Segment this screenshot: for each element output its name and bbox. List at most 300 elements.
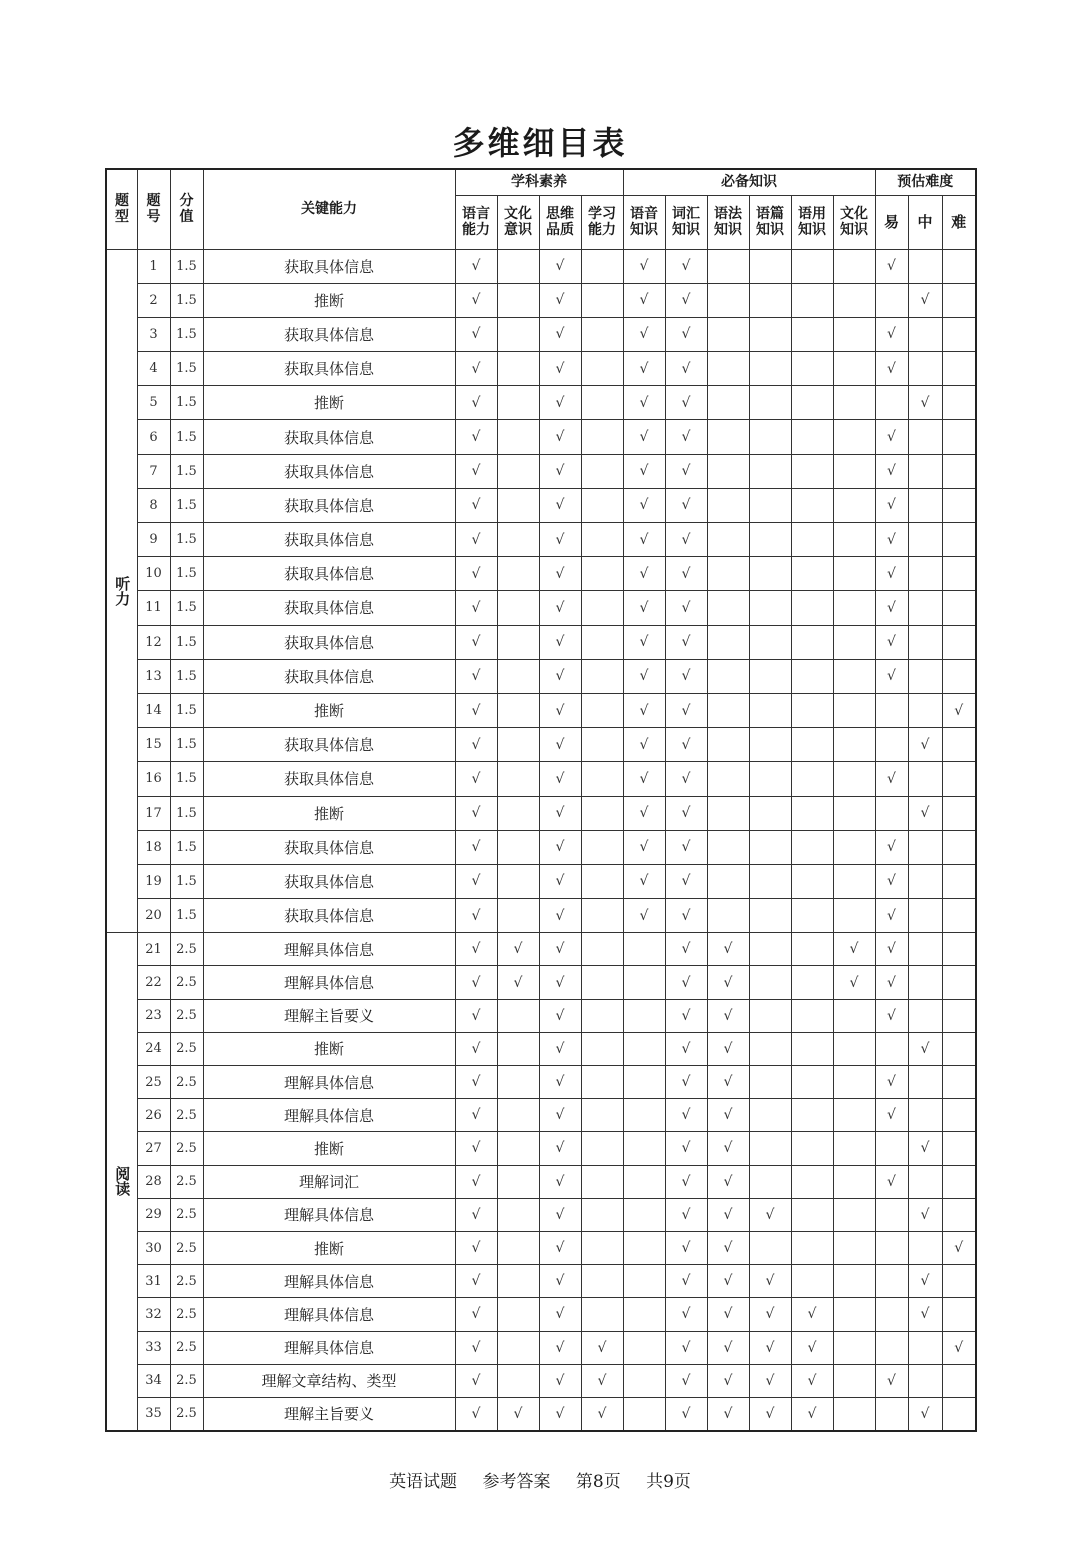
empty-cell <box>942 1298 976 1331</box>
check-mark: √ <box>455 762 497 796</box>
question-ability: 获取具体信息 <box>203 728 455 762</box>
empty-cell <box>581 999 623 1032</box>
question-score: 2.5 <box>170 1265 203 1298</box>
check-mark: √ <box>665 625 707 659</box>
empty-cell <box>749 557 791 591</box>
empty-cell <box>942 659 976 693</box>
empty-cell <box>749 933 791 966</box>
check-mark: √ <box>665 659 707 693</box>
table-row <box>106 317 976 351</box>
empty-cell <box>875 1198 908 1231</box>
empty-cell <box>707 796 749 830</box>
empty-cell <box>791 249 833 283</box>
empty-cell <box>908 1364 942 1397</box>
question-number: 34 <box>137 1364 170 1397</box>
check-mark: √ <box>455 591 497 625</box>
check-mark: √ <box>875 625 908 659</box>
check-mark: √ <box>665 796 707 830</box>
check-mark: √ <box>623 488 665 522</box>
question-ability: 获取具体信息 <box>203 249 455 283</box>
question-number: 5 <box>137 386 170 420</box>
check-mark: √ <box>665 1032 707 1065</box>
empty-cell <box>833 830 875 864</box>
question-score: 1.5 <box>170 352 203 386</box>
empty-cell <box>942 1364 976 1397</box>
table-row <box>106 1198 976 1231</box>
empty-cell <box>908 864 942 898</box>
empty-cell <box>497 386 539 420</box>
question-score: 2.5 <box>170 999 203 1032</box>
empty-cell <box>749 1066 791 1099</box>
empty-cell <box>908 352 942 386</box>
question-score: 1.5 <box>170 454 203 488</box>
empty-cell <box>497 864 539 898</box>
empty-cell <box>875 1265 908 1298</box>
check-mark: √ <box>539 693 581 727</box>
table-row <box>106 488 976 522</box>
check-mark: √ <box>665 352 707 386</box>
empty-cell <box>749 966 791 999</box>
question-ability: 理解具体信息 <box>203 1331 455 1364</box>
question-number: 16 <box>137 762 170 796</box>
check-mark: √ <box>623 420 665 454</box>
table-row <box>106 591 976 625</box>
check-mark: √ <box>908 1132 942 1165</box>
check-mark: √ <box>707 1099 749 1132</box>
question-number: 10 <box>137 557 170 591</box>
empty-cell <box>791 830 833 864</box>
question-score: 1.5 <box>170 283 203 317</box>
table-row <box>106 352 976 386</box>
empty-cell <box>908 762 942 796</box>
empty-cell <box>707 386 749 420</box>
empty-cell <box>908 933 942 966</box>
empty-cell <box>942 454 976 488</box>
empty-cell <box>942 933 976 966</box>
check-mark: √ <box>539 1231 581 1264</box>
empty-cell <box>875 728 908 762</box>
check-mark: √ <box>455 1165 497 1198</box>
empty-cell <box>908 420 942 454</box>
check-mark: √ <box>497 1397 539 1430</box>
question-score: 1.5 <box>170 317 203 351</box>
empty-cell <box>497 1331 539 1364</box>
empty-cell <box>791 999 833 1032</box>
empty-cell <box>497 420 539 454</box>
table-row <box>106 659 976 693</box>
empty-cell <box>623 1198 665 1231</box>
empty-cell <box>581 933 623 966</box>
check-mark: √ <box>455 728 497 762</box>
check-mark: √ <box>455 283 497 317</box>
table-row <box>106 1099 976 1132</box>
header-sub: 词汇 知识 <box>665 195 707 249</box>
empty-cell <box>623 1397 665 1430</box>
empty-cell <box>749 693 791 727</box>
check-mark: √ <box>455 454 497 488</box>
empty-cell <box>707 317 749 351</box>
empty-cell <box>581 352 623 386</box>
empty-cell <box>497 249 539 283</box>
empty-cell <box>908 659 942 693</box>
empty-cell <box>497 454 539 488</box>
header-sub: 学习 能力 <box>581 195 623 249</box>
question-score: 1.5 <box>170 591 203 625</box>
check-mark: √ <box>623 693 665 727</box>
empty-cell <box>833 317 875 351</box>
check-mark: √ <box>875 488 908 522</box>
empty-cell <box>749 454 791 488</box>
empty-cell <box>581 1099 623 1132</box>
empty-cell <box>707 693 749 727</box>
check-mark: √ <box>623 864 665 898</box>
empty-cell <box>833 1198 875 1231</box>
empty-cell <box>791 1132 833 1165</box>
empty-cell <box>875 1298 908 1331</box>
question-ability: 理解词汇 <box>203 1165 455 1198</box>
check-mark: √ <box>455 625 497 659</box>
empty-cell <box>791 1099 833 1132</box>
question-score: 2.5 <box>170 1198 203 1231</box>
table-row <box>106 625 976 659</box>
check-mark: √ <box>749 1397 791 1430</box>
check-mark: √ <box>942 693 976 727</box>
check-mark: √ <box>539 317 581 351</box>
check-mark: √ <box>455 1099 497 1132</box>
table-row <box>106 693 976 727</box>
empty-cell <box>623 1066 665 1099</box>
empty-cell <box>908 454 942 488</box>
question-number: 6 <box>137 420 170 454</box>
empty-cell <box>833 1364 875 1397</box>
check-mark: √ <box>455 1298 497 1331</box>
empty-cell <box>833 1066 875 1099</box>
table-row <box>106 283 976 317</box>
question-number: 19 <box>137 864 170 898</box>
detail-table <box>105 168 977 1432</box>
footer-doc: 参考答案 <box>482 1472 551 1492</box>
empty-cell <box>581 864 623 898</box>
table-row <box>106 557 976 591</box>
check-mark: √ <box>908 1397 942 1430</box>
empty-cell <box>791 1066 833 1099</box>
empty-cell <box>749 1231 791 1264</box>
check-mark: √ <box>908 1032 942 1065</box>
empty-cell <box>875 283 908 317</box>
check-mark: √ <box>707 1032 749 1065</box>
empty-cell <box>581 830 623 864</box>
empty-cell <box>908 966 942 999</box>
check-mark: √ <box>623 659 665 693</box>
empty-cell <box>497 899 539 933</box>
question-score: 2.5 <box>170 1066 203 1099</box>
check-mark: √ <box>833 966 875 999</box>
table-row <box>106 523 976 557</box>
check-mark: √ <box>707 1132 749 1165</box>
empty-cell <box>581 693 623 727</box>
question-score: 2.5 <box>170 1132 203 1165</box>
check-mark: √ <box>875 830 908 864</box>
check-mark: √ <box>455 317 497 351</box>
header-sub: 语音 知识 <box>623 195 665 249</box>
check-mark: √ <box>539 1198 581 1231</box>
check-mark: √ <box>455 1198 497 1231</box>
check-mark: √ <box>707 1265 749 1298</box>
check-mark: √ <box>707 933 749 966</box>
check-mark: √ <box>665 693 707 727</box>
empty-cell <box>749 249 791 283</box>
check-mark: √ <box>665 899 707 933</box>
empty-cell <box>833 762 875 796</box>
table-row <box>106 386 976 420</box>
header-group-knowledge: 必备知识 <box>623 169 875 195</box>
empty-cell <box>581 454 623 488</box>
question-ability: 获取具体信息 <box>203 352 455 386</box>
empty-cell <box>791 796 833 830</box>
check-mark: √ <box>707 966 749 999</box>
question-ability: 获取具体信息 <box>203 659 455 693</box>
question-ability: 获取具体信息 <box>203 454 455 488</box>
empty-cell <box>833 283 875 317</box>
question-number: 2 <box>137 283 170 317</box>
check-mark: √ <box>707 1198 749 1231</box>
empty-cell <box>791 420 833 454</box>
table-row <box>106 1165 976 1198</box>
empty-cell <box>833 386 875 420</box>
empty-cell <box>749 1032 791 1065</box>
empty-cell <box>791 488 833 522</box>
check-mark: √ <box>665 933 707 966</box>
check-mark: √ <box>581 1397 623 1430</box>
check-mark: √ <box>665 249 707 283</box>
question-score: 2.5 <box>170 1231 203 1264</box>
empty-cell <box>623 1165 665 1198</box>
check-mark: √ <box>539 249 581 283</box>
table-row <box>106 1265 976 1298</box>
empty-cell <box>833 1298 875 1331</box>
empty-cell <box>791 1231 833 1264</box>
empty-cell <box>833 591 875 625</box>
question-ability: 理解具体信息 <box>203 1066 455 1099</box>
check-mark: √ <box>455 933 497 966</box>
empty-cell <box>623 1099 665 1132</box>
empty-cell <box>623 1231 665 1264</box>
check-mark: √ <box>623 728 665 762</box>
empty-cell <box>497 999 539 1032</box>
empty-cell <box>749 386 791 420</box>
empty-cell <box>497 317 539 351</box>
check-mark: √ <box>539 352 581 386</box>
question-number: 30 <box>137 1231 170 1264</box>
question-ability: 获取具体信息 <box>203 557 455 591</box>
empty-cell <box>942 1397 976 1430</box>
check-mark: √ <box>455 557 497 591</box>
empty-cell <box>581 728 623 762</box>
page-footer <box>0 1467 1080 1492</box>
question-score: 1.5 <box>170 899 203 933</box>
empty-cell <box>833 999 875 1032</box>
empty-cell <box>707 659 749 693</box>
table-row <box>106 1397 976 1430</box>
check-mark: √ <box>665 488 707 522</box>
empty-cell <box>497 523 539 557</box>
empty-cell <box>497 1032 539 1065</box>
question-number: 25 <box>137 1066 170 1099</box>
empty-cell <box>833 523 875 557</box>
check-mark: √ <box>875 1066 908 1099</box>
question-score: 1.5 <box>170 625 203 659</box>
check-mark: √ <box>623 591 665 625</box>
empty-cell <box>581 249 623 283</box>
check-mark: √ <box>665 317 707 351</box>
header-sub: 语法 知识 <box>707 195 749 249</box>
empty-cell <box>833 454 875 488</box>
table-row <box>106 454 976 488</box>
question-number: 35 <box>137 1397 170 1430</box>
empty-cell <box>875 1032 908 1065</box>
question-score: 2.5 <box>170 966 203 999</box>
empty-cell <box>581 283 623 317</box>
empty-cell <box>942 557 976 591</box>
empty-cell <box>581 1165 623 1198</box>
empty-cell <box>833 1397 875 1430</box>
check-mark: √ <box>875 249 908 283</box>
question-score: 1.5 <box>170 693 203 727</box>
question-ability: 获取具体信息 <box>203 625 455 659</box>
check-mark: √ <box>539 1298 581 1331</box>
empty-cell <box>791 625 833 659</box>
empty-cell <box>875 796 908 830</box>
empty-cell <box>833 864 875 898</box>
empty-cell <box>497 1132 539 1165</box>
check-mark: √ <box>665 1331 707 1364</box>
check-mark: √ <box>455 352 497 386</box>
empty-cell <box>908 1099 942 1132</box>
empty-cell <box>581 488 623 522</box>
empty-cell <box>749 899 791 933</box>
empty-cell <box>833 488 875 522</box>
empty-cell <box>908 625 942 659</box>
empty-cell <box>497 625 539 659</box>
check-mark: √ <box>942 1331 976 1364</box>
table-row <box>106 762 976 796</box>
check-mark: √ <box>581 1331 623 1364</box>
empty-cell <box>707 899 749 933</box>
empty-cell <box>707 352 749 386</box>
question-number: 11 <box>137 591 170 625</box>
check-mark: √ <box>623 249 665 283</box>
check-mark: √ <box>665 523 707 557</box>
check-mark: √ <box>665 1066 707 1099</box>
empty-cell <box>791 966 833 999</box>
empty-cell <box>497 830 539 864</box>
question-score: 1.5 <box>170 864 203 898</box>
check-mark: √ <box>539 796 581 830</box>
check-mark: √ <box>665 386 707 420</box>
check-mark: √ <box>539 1265 581 1298</box>
check-mark: √ <box>875 1099 908 1132</box>
table-row <box>106 1132 976 1165</box>
header-no: 题 号 <box>137 169 170 249</box>
table-row <box>106 966 976 999</box>
question-number: 20 <box>137 899 170 933</box>
check-mark: √ <box>875 899 908 933</box>
check-mark: √ <box>908 1265 942 1298</box>
check-mark: √ <box>665 557 707 591</box>
table-row <box>106 999 976 1032</box>
empty-cell <box>833 1032 875 1065</box>
check-mark: √ <box>665 420 707 454</box>
empty-cell <box>707 488 749 522</box>
question-ability: 获取具体信息 <box>203 420 455 454</box>
check-mark: √ <box>875 659 908 693</box>
question-number: 24 <box>137 1032 170 1065</box>
header-sub: 文化 知识 <box>833 195 875 249</box>
empty-cell <box>791 591 833 625</box>
check-mark: √ <box>665 1099 707 1132</box>
empty-cell <box>908 899 942 933</box>
check-mark: √ <box>539 1066 581 1099</box>
table-row <box>106 1364 976 1397</box>
empty-cell <box>833 249 875 283</box>
empty-cell <box>749 864 791 898</box>
check-mark: √ <box>539 933 581 966</box>
check-mark: √ <box>455 523 497 557</box>
empty-cell <box>707 591 749 625</box>
check-mark: √ <box>455 386 497 420</box>
empty-cell <box>497 659 539 693</box>
check-mark: √ <box>908 728 942 762</box>
empty-cell <box>833 1331 875 1364</box>
empty-cell <box>833 1165 875 1198</box>
empty-cell <box>581 523 623 557</box>
empty-cell <box>942 796 976 830</box>
empty-cell <box>581 1066 623 1099</box>
question-ability: 获取具体信息 <box>203 317 455 351</box>
check-mark: √ <box>875 420 908 454</box>
check-mark: √ <box>875 317 908 351</box>
empty-cell <box>875 1132 908 1165</box>
check-mark: √ <box>539 659 581 693</box>
empty-cell <box>791 1265 833 1298</box>
check-mark: √ <box>791 1397 833 1430</box>
empty-cell <box>791 899 833 933</box>
empty-cell <box>791 454 833 488</box>
empty-cell <box>791 693 833 727</box>
empty-cell <box>749 317 791 351</box>
empty-cell <box>908 1066 942 1099</box>
section-label: 阅读 <box>106 933 137 1431</box>
check-mark: √ <box>623 796 665 830</box>
empty-cell <box>908 523 942 557</box>
check-mark: √ <box>539 454 581 488</box>
empty-cell <box>942 1032 976 1065</box>
empty-cell <box>942 1265 976 1298</box>
empty-cell <box>833 1231 875 1264</box>
empty-cell <box>497 1198 539 1231</box>
question-ability: 获取具体信息 <box>203 830 455 864</box>
question-ability: 获取具体信息 <box>203 864 455 898</box>
check-mark: √ <box>455 830 497 864</box>
question-ability: 推断 <box>203 283 455 317</box>
empty-cell <box>908 830 942 864</box>
empty-cell <box>623 1298 665 1331</box>
header-type: 题 型 <box>106 169 137 249</box>
page-title: 多维细目表 <box>452 124 628 162</box>
check-mark: √ <box>875 999 908 1032</box>
header-group-difficulty: 预估难度 <box>875 169 976 195</box>
question-score: 1.5 <box>170 386 203 420</box>
